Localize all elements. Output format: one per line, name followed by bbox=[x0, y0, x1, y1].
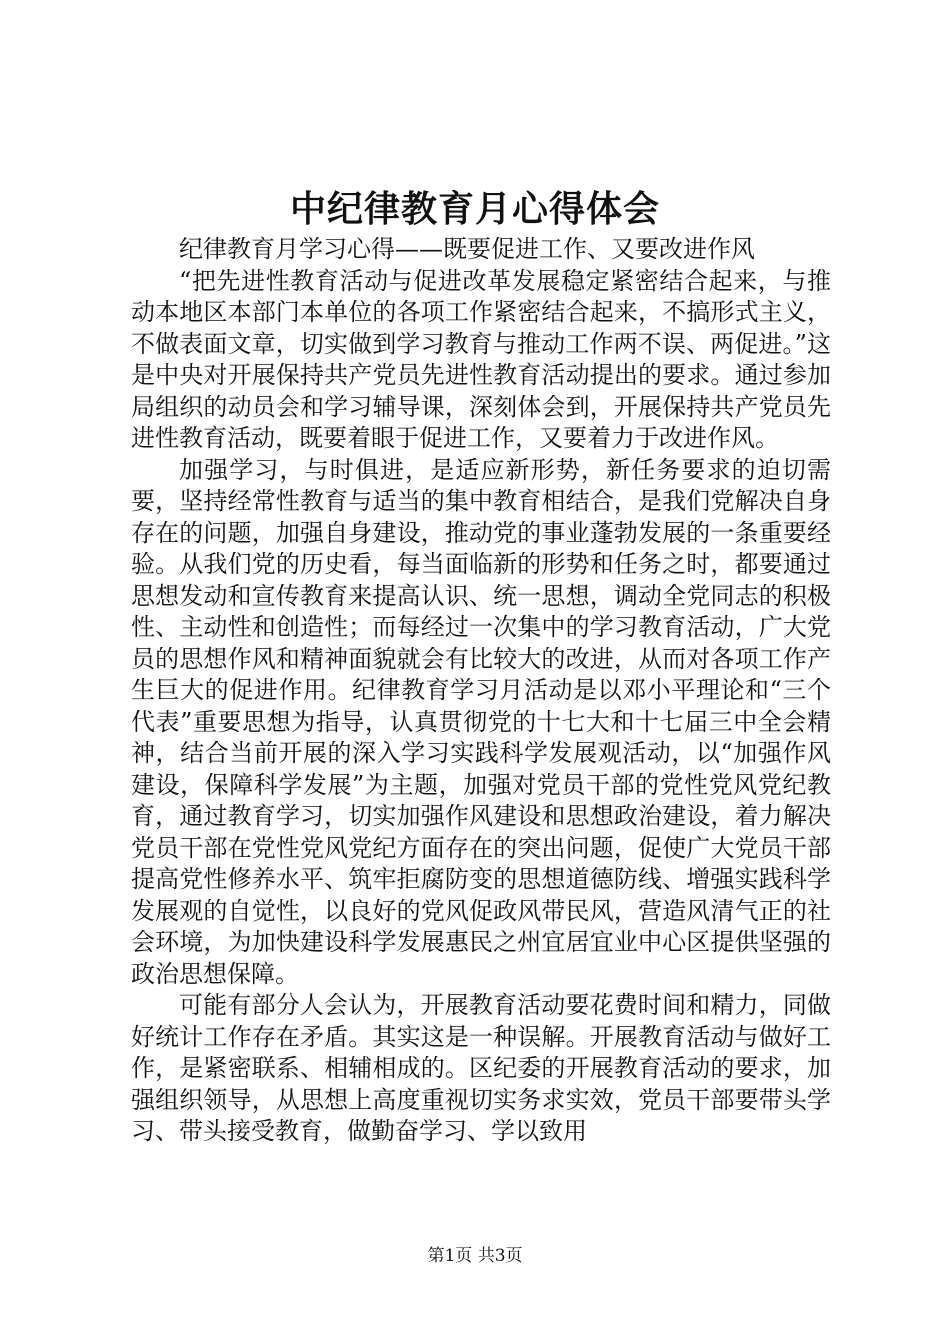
document-title: 中纪律教育月心得体会 bbox=[289, 188, 660, 230]
document-subtitle: 纪律教育月学习心得——既要促进工作、又要改进作风 bbox=[179, 235, 755, 263]
page-footer: 第1页 共3页 bbox=[427, 1246, 523, 1266]
document-body bbox=[131, 234, 831, 1148]
paragraph-2: 加强学习，与时俱进，是适应新形势，新任务要求的迫切需要，坚持经常性教育与适当的集中教育相结合，是我们党解决自身存在的问题，加强自身建设，推动党的事业蓬勃发展的一条重要经验。从我们党的历史看，每当面临新的形势和任务之时，都要通过思想发动和宣传教育来提高认识、统一思想，调动全党同志的积极性、主动性和创造性；而每经过一次集中的学习教育活动，广大党员的思想作风和精神面貌就会有比较大的改进，从而对各项工作产生巨大的促进作用。纪律教育学习月活动是以邓小平理论和“三个代表”重要思想为指导，认真贯彻党的十七大和十七届三中全会精神，结合当前开展的深入学习实践科学发展观活动，以“加强作风建设，保障科学发展”为主题，加强对党员干部的党性党风党纪教育，通过教育学习，切实加强作风建设和思想政治建设，着力解决党员干部在党性党风党纪方面存在的突出问题，促使广大党员干部提高党性修养水平、筑牢拒腐防变的思想道德防线、增强实践科学发展观的自觉性，以良好的党风促政风带民风，营造风清气正的社会环境，为加快建设科学发展惠民之州宜居宜业中心区提供坚强的政治思想保障。 bbox=[131, 455, 831, 988]
paragraph-1: “把先进性教育活动与促进改革发展稳定紧密结合起来，与推动本地区本部门本单位的各项工作紧密结合起来，不搞形式主义，不做表面文章，切实做到学习教育与推动工作两不误、两促进。”这是中央对开展保持共产党员先进性教育活动提出的要求。通过参加局组织的动员会和学习辅导课，深刻体会到，开展保持共产党员先进性教育活动，既要着眼于促进工作，又要着力于改进作风。 bbox=[131, 266, 831, 452]
paragraph-3: 可能有部分人会认为，开展教育活动要花费时间和精力，同做好统计工作存在矛盾。其实这是一种误解。开展教育活动与做好工作，是紧密联系、相辅相成的。区纪委的开展教育活动的要求，加强组织领导，从思想上高度重视切实务求实效，党员干部要带头学习、带头接受教育，做勤奋学习、学以致用 bbox=[131, 991, 831, 1145]
